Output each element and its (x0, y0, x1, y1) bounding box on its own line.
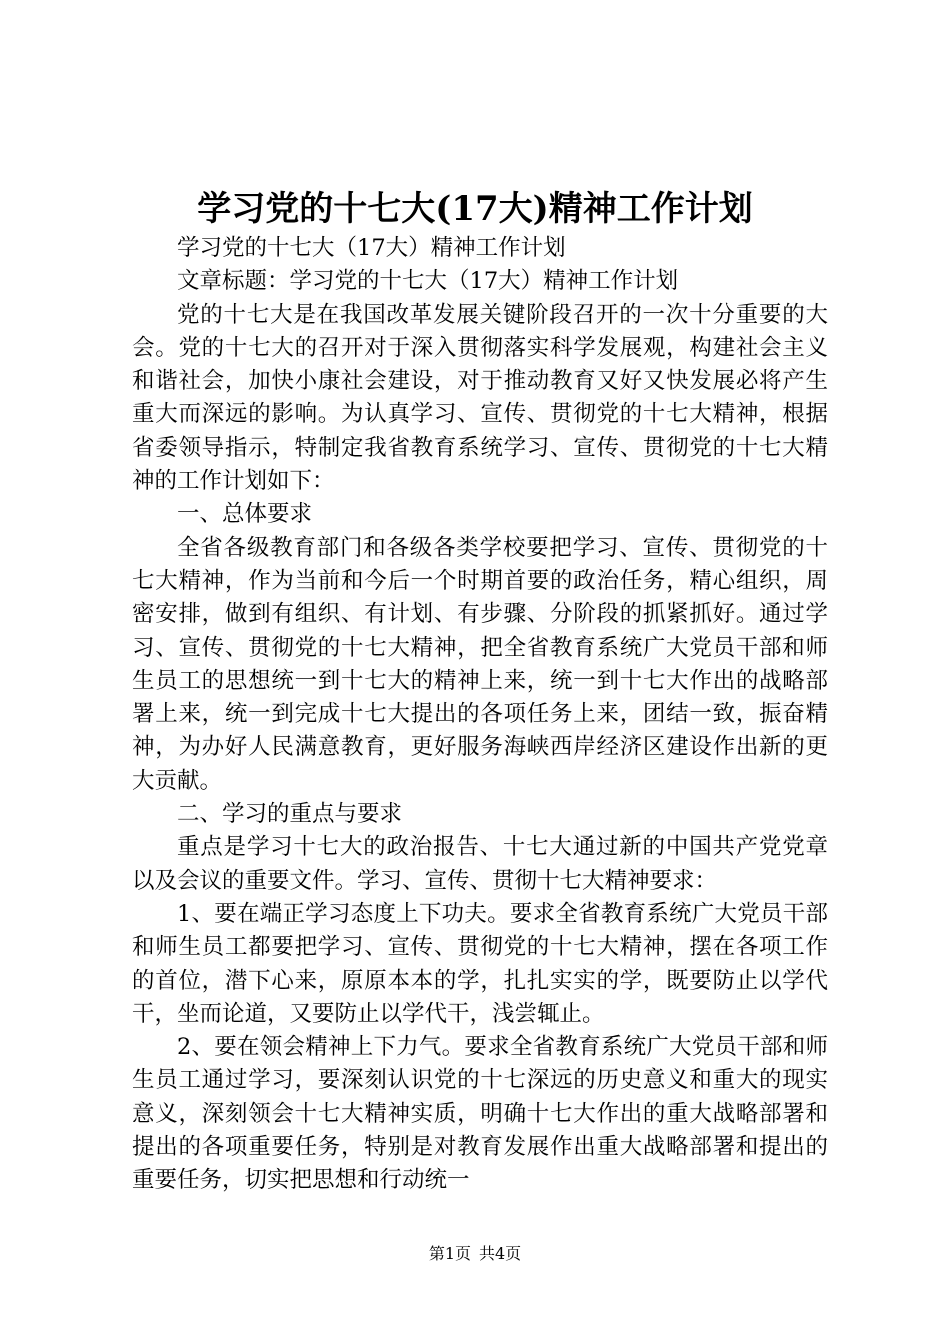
section-heading: 一、总体要求 (177, 501, 313, 528)
body-paragraph: 全省各级教育部门和各级各类学校要把学习、宣传、贯彻党的十七大精神，作为当前和今后一个时期首要的政治任务，精心组织，周密安排，做到有组织、有计划、有步骤、分阶段的抓紧抓好。通过学习、宣传、贯彻党的十七大精神，把全省教育系统广大党员干部和师生员工的思想统一到十七大的精神上来，统一到十七大作出的战略部署上来，统一到完成十七大提出的各项任务上来，团结一致，振奋精神，为办好人民满意教育，更好服务海峡西岸经济区建设作出新的更大贡献。 (132, 534, 828, 794)
body-paragraph: 2、要在领会精神上下力气。要求全省教育系统广大党员干部和师生员工通过学习，要深刻认识党的十七深远的历史意义和重大的现实意义，深刻领会十七大精神实质，明确十七大作出的重大战略部署和提出的各项重要任务，特别是对教育发展作出重大战略部署和提出的重要任务，切实把思想和行动统一 (132, 1034, 828, 1194)
body-paragraph: 党的十七大是在我国改革发展关键阶段召开的一次十分重要的大会。党的十七大的召开对于深入贯彻落实科学发展观，构建社会主义和谐社会，加快小康社会建设，对于推动教育又好又快发展必将产生重大而深远的影响。为认真学习、宣传、贯彻党的十七大精神，根据省委领导指示，特制定我省教育系统学习、宣传、贯彻党的十七大精神的工作计划如下： (132, 301, 828, 495)
body-paragraph: 学习党的十七大（17大）精神工作计划 (177, 235, 566, 261)
page-number: 第1页 (428, 1244, 471, 1263)
document-body (132, 232, 828, 1198)
body-paragraph: 1、要在端正学习态度上下功夫。要求全省教育系统广大党员干部和师生员工都要把学习、宣传、贯彻党的十七大精神，摆在各项工作的首位，潜下心来，原原本本的学，扎扎实实的学，既要防止以学代干，坐而论道，又要防止以学代干，浅尝辄止。 (132, 900, 828, 1027)
page-total: 共4页 (479, 1244, 522, 1263)
section-heading: 二、学习的重点与要求 (177, 801, 403, 828)
body-paragraph: 重点是学习十七大的政治报告、十七大通过新的中国共产党党章以及会议的重要文件。学习、宣传、贯彻十七大精神要求： (132, 834, 828, 894)
page-footer (0, 1242, 950, 1266)
body-paragraph: 文章标题：学习党的十七大（17大）精神工作计划 (177, 268, 679, 295)
document-title: 学习党的十七大(17大)精神工作计划 (197, 189, 753, 229)
